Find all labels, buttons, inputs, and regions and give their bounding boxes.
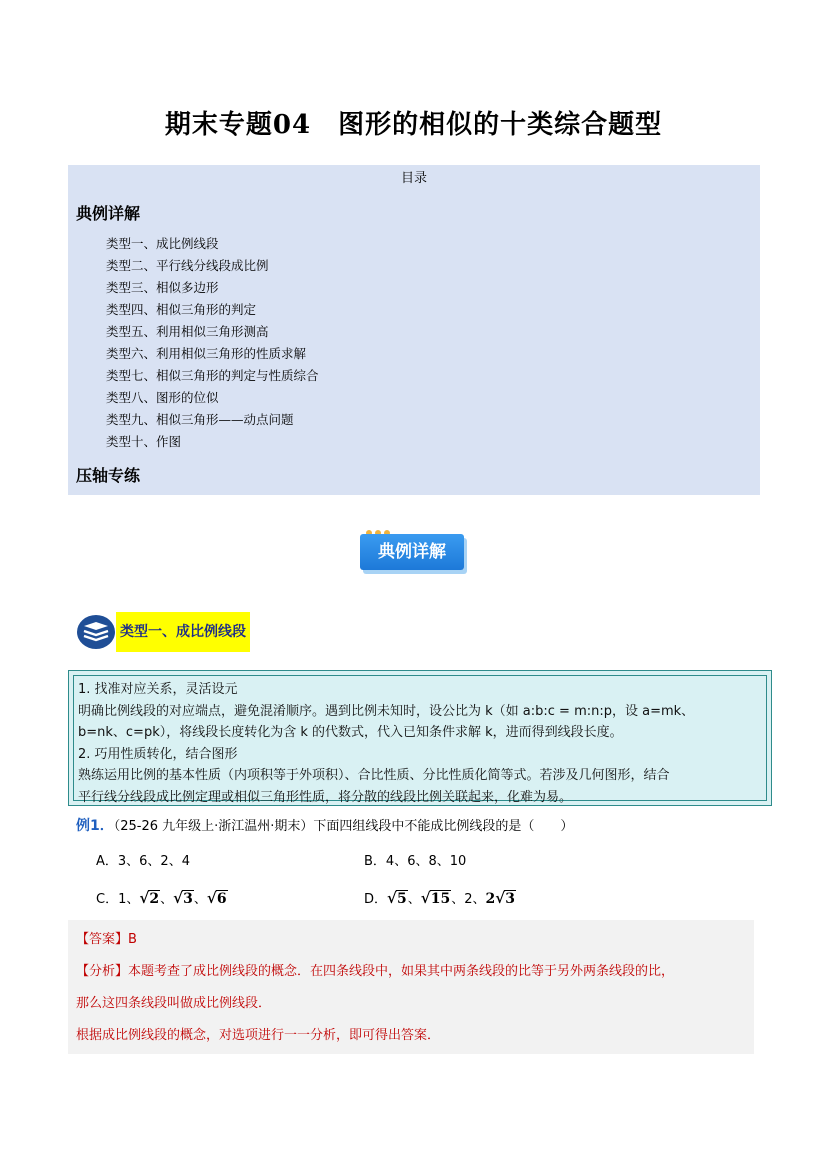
- example-text: （25-26 九年级上·浙江温州·期末）下面四组线段中不能成比例线段的是（ ）: [113, 819, 574, 834]
- tip-line: 2. 巧用性质转化，结合图形: [78, 746, 238, 762]
- toc-heading: 目录: [400, 171, 427, 186]
- tip-line: 平行线分线段成比例定理或相似三角形性质，将分散的线段比例关联起来，化难为易。: [78, 789, 573, 805]
- toc-item[interactable]: 类型七、相似三角形的判定与性质综合: [106, 368, 319, 383]
- analysis-line: 【分析】本题考查了成比例线段的概念．在四条线段中，如果其中两条线段的比等于另外两条线段的比，: [76, 964, 675, 979]
- toc-item[interactable]: 类型八、图形的位似: [106, 390, 219, 405]
- coefficient: 2: [485, 891, 496, 907]
- option-b: B．4、6、8、10: [364, 854, 467, 869]
- option-d-prefix: D．: [364, 892, 388, 907]
- toc-item[interactable]: 类型十、作图: [106, 434, 182, 449]
- example-number: 例1．: [76, 818, 114, 834]
- separator: 、: [407, 892, 421, 907]
- toc-list: [106, 233, 319, 453]
- table-of-contents: [68, 165, 760, 495]
- toc-item[interactable]: 类型六、利用相似三角形的性质求解: [106, 346, 307, 361]
- option-c: [96, 888, 228, 907]
- tip-line: 熟练运用比例的基本性质（内项积等于外项积）、合比性质、分比性质化简等式。若涉及几何图形，结合: [78, 768, 670, 783]
- section-badge-label: 典例详解: [360, 534, 464, 570]
- tip-line: 1. 找准对应关系，灵活设元: [78, 682, 238, 697]
- sqrt-3: √ 3: [173, 891, 194, 907]
- toc-item[interactable]: 类型一、成比例线段: [106, 236, 219, 251]
- toc-item[interactable]: 类型九、相似三角形——动点问题: [106, 412, 294, 427]
- answer-line: 【答案】B: [76, 932, 137, 947]
- option-c-prefix: C．1、: [96, 892, 140, 907]
- page-title: 期末专题04 图形的相似的十类综合题型: [164, 110, 663, 140]
- toc-section-practice[interactable]: 压轴专练: [76, 466, 141, 485]
- toc-section-examples[interactable]: 典例详解: [76, 204, 141, 223]
- toc-item[interactable]: 类型五、利用相似三角形测高: [106, 324, 269, 339]
- example-question: [76, 815, 573, 835]
- separator: 、: [160, 892, 174, 907]
- tip-line: 明确比例线段的对应端点，避免混淆顺序。遇到比例未知时，设公比为 k（如 a:b:c = m:n:p，设 a=mk、: [78, 703, 695, 719]
- analysis-line: 那么这四条线段叫做成比例线段．: [76, 996, 272, 1011]
- sqrt-5: √ 5: [387, 891, 408, 907]
- toc-item[interactable]: 类型三、相似多边形: [106, 280, 219, 295]
- separator: 、: [193, 892, 207, 907]
- tip-line: b=nk、c=pk），将线段长度转化为含 k 的代数式，代入已知条件求解 k，进而得到线段长度。: [78, 725, 623, 740]
- section-badge: [360, 530, 468, 576]
- tips-box: [68, 670, 772, 806]
- sqrt-6: √ 6: [207, 891, 228, 907]
- option-d-mid: 、2、: [451, 892, 486, 907]
- toc-item[interactable]: 类型二、平行线分线段成比例: [106, 258, 269, 273]
- type-heading: 类型一、成比例线段: [116, 612, 250, 652]
- option-d: [364, 888, 516, 907]
- sqrt-3: √ 3: [495, 891, 516, 907]
- option-a: A．3、6、2、4: [96, 854, 190, 869]
- stacked-books-icon: [76, 614, 116, 650]
- analysis-line: 根据成比例线段的概念，对选项进行一一分析，即可得出答案．: [76, 1028, 441, 1043]
- sqrt-2: √ 2: [139, 891, 160, 907]
- sqrt-15: √ 15: [421, 891, 451, 907]
- answer-box: [68, 920, 754, 1054]
- toc-item[interactable]: 类型四、相似三角形的判定: [106, 302, 257, 317]
